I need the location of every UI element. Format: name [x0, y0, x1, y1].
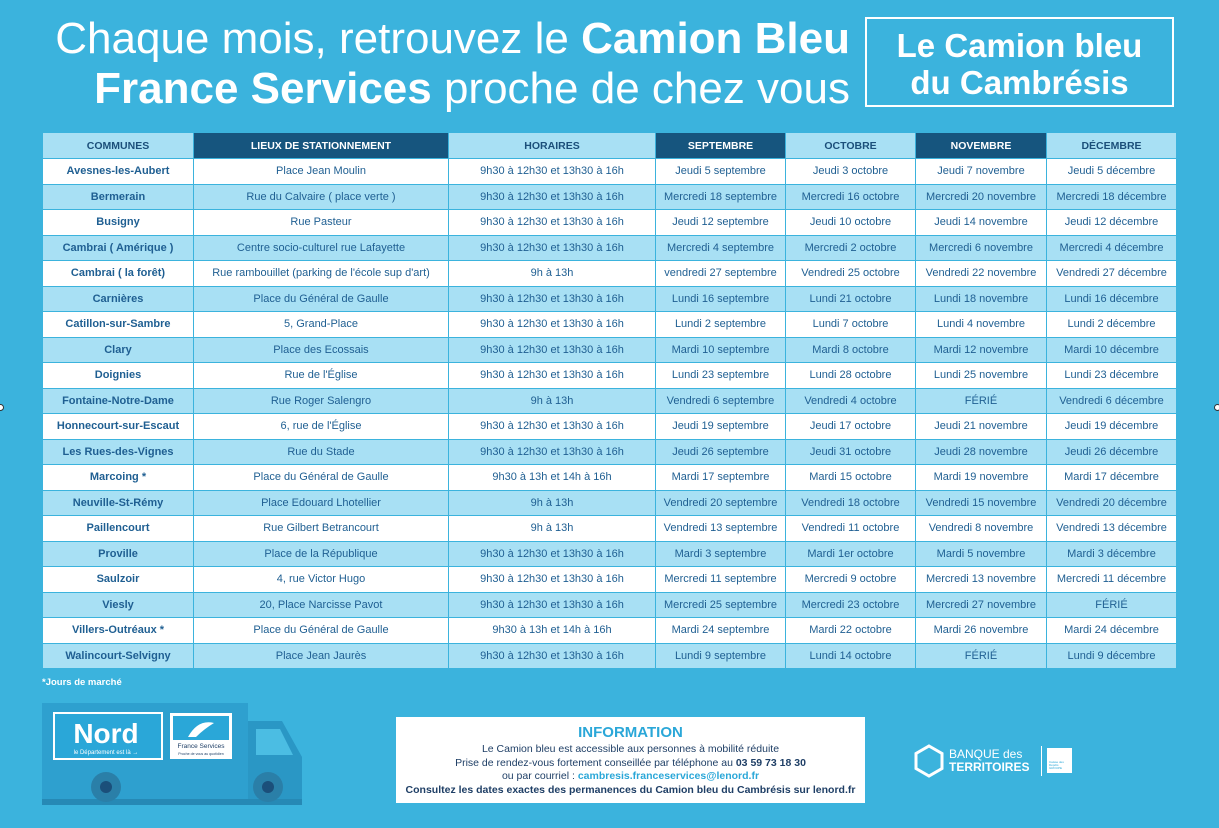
- info-accessibility: Le Camion bleu est accessible aux personnes à mobilité réduite: [481, 743, 780, 755]
- cell-novembre: Vendredi 8 novembre: [916, 516, 1047, 542]
- cell-novembre: FÉRIÉ: [916, 388, 1047, 414]
- col-header-octobre: OCTOBRE: [786, 133, 916, 159]
- cell-lieu: Centre socio-culturel rue Lafayette: [194, 235, 449, 261]
- cell-octobre: Mercredi 16 octobre: [786, 184, 916, 210]
- cell-lieu: Rue du Stade: [194, 439, 449, 465]
- cell-octobre: Mardi 1er octobre: [786, 541, 916, 567]
- cell-commune: Walincourt-Selvigny: [43, 643, 194, 669]
- cell-septembre: Vendredi 20 septembre: [656, 490, 786, 516]
- cell-lieu: Place du Général de Gaulle: [194, 465, 449, 491]
- cell-lieu: Place Jean Moulin: [194, 159, 449, 185]
- table-row: [43, 490, 1177, 516]
- table-row: [43, 337, 1177, 363]
- france-services-text: France Services: [177, 743, 225, 750]
- cell-octobre: Lundi 28 octobre: [786, 363, 916, 389]
- cell-septembre: Lundi 16 septembre: [656, 286, 786, 312]
- cell-horaires: 9h30 à 12h30 et 13h30 à 16h: [449, 312, 656, 338]
- headline-text-bold-2: France Services: [94, 64, 432, 113]
- cell-decembre: Mercredi 18 décembre: [1047, 184, 1177, 210]
- cell-novembre: Vendredi 15 novembre: [916, 490, 1047, 516]
- cell-septembre: Vendredi 13 septembre: [656, 516, 786, 542]
- table-row: [43, 235, 1177, 261]
- headline: [30, 14, 850, 114]
- cell-decembre: Lundi 2 décembre: [1047, 312, 1177, 338]
- cell-septembre: Lundi 23 septembre: [656, 363, 786, 389]
- footnote: *Jours de marché: [42, 677, 122, 688]
- cell-septembre: Mercredi 11 septembre: [656, 567, 786, 593]
- table-row: [43, 184, 1177, 210]
- cell-decembre: Vendredi 6 décembre: [1047, 388, 1177, 414]
- cell-commune: Doignies: [43, 363, 194, 389]
- cell-horaires: 9h30 à 12h30 et 13h30 à 16h: [449, 567, 656, 593]
- cell-decembre: Mardi 24 décembre: [1047, 618, 1177, 644]
- cell-commune: Avesnes-les-Aubert: [43, 159, 194, 185]
- cell-horaires: 9h à 13h: [449, 261, 656, 287]
- cell-horaires: 9h30 à 12h30 et 13h30 à 16h: [449, 592, 656, 618]
- cell-septembre: Lundi 2 septembre: [656, 312, 786, 338]
- cell-octobre: Lundi 14 octobre: [786, 643, 916, 669]
- cell-lieu: Rue du Calvaire ( place verte ): [194, 184, 449, 210]
- col-header-septembre: SEPTEMBRE: [656, 133, 786, 159]
- headline-line-1: [30, 14, 850, 64]
- cell-lieu: Place de la République: [194, 541, 449, 567]
- cell-decembre: Mercredi 4 décembre: [1047, 235, 1177, 261]
- table-row: [43, 388, 1177, 414]
- cell-commune: Proville: [43, 541, 194, 567]
- banque-line-1: BANQUE des: [949, 747, 1023, 761]
- cell-commune: Viesly: [43, 592, 194, 618]
- cell-commune: Cambrai ( Amérique ): [43, 235, 194, 261]
- banque-line-2: TERRITOIRES: [949, 760, 1030, 774]
- cell-decembre: Vendredi 27 décembre: [1047, 261, 1177, 287]
- cell-decembre: Jeudi 26 décembre: [1047, 439, 1177, 465]
- cell-commune: Paillencourt: [43, 516, 194, 542]
- cell-novembre: Jeudi 28 novembre: [916, 439, 1047, 465]
- cell-decembre: Vendredi 13 décembre: [1047, 516, 1177, 542]
- cell-lieu: Place Edouard Lhotellier: [194, 490, 449, 516]
- cell-novembre: Mercredi 20 novembre: [916, 184, 1047, 210]
- cell-horaires: 9h30 à 13h et 14h à 16h: [449, 618, 656, 644]
- cell-lieu: Place du Général de Gaulle: [194, 618, 449, 644]
- cell-commune: Honnecourt-sur-Escaut: [43, 414, 194, 440]
- info-email-line: [396, 770, 865, 784]
- cell-horaires: 9h30 à 12h30 et 13h30 à 16h: [449, 363, 656, 389]
- registration-mark-left: [0, 404, 4, 411]
- cell-septembre: Jeudi 12 septembre: [656, 210, 786, 236]
- cell-octobre: Mercredi 23 octobre: [786, 592, 916, 618]
- table-body: [43, 159, 1177, 669]
- cell-septembre: Jeudi 26 septembre: [656, 439, 786, 465]
- cell-decembre: Jeudi 19 décembre: [1047, 414, 1177, 440]
- table-row: [43, 363, 1177, 389]
- nord-logo-text: Nord: [73, 718, 139, 749]
- cell-decembre: Lundi 23 décembre: [1047, 363, 1177, 389]
- cell-horaires: 9h30 à 12h30 et 13h30 à 16h: [449, 159, 656, 185]
- cell-novembre: FÉRIÉ: [916, 643, 1047, 669]
- cell-novembre: Mardi 12 novembre: [916, 337, 1047, 363]
- cell-novembre: Jeudi 21 novembre: [916, 414, 1047, 440]
- info-email-link[interactable]: cambresis.franceservices@lenord.fr: [577, 770, 760, 782]
- cell-septembre: Lundi 9 septembre: [656, 643, 786, 669]
- table-row: [43, 439, 1177, 465]
- cell-horaires: 9h30 à 12h30 et 13h30 à 16h: [449, 235, 656, 261]
- cell-commune: Fontaine-Notre-Dame: [43, 388, 194, 414]
- hexagon-icon: [914, 744, 944, 778]
- col-header-horaires: HORAIRES: [449, 133, 656, 159]
- cell-lieu: Rue Pasteur: [194, 210, 449, 236]
- cell-decembre: Lundi 9 décembre: [1047, 643, 1177, 669]
- table-row: [43, 286, 1177, 312]
- table-row: [43, 516, 1177, 542]
- cell-commune: Cambrai ( la forêt): [43, 261, 194, 287]
- cell-septembre: Mardi 3 septembre: [656, 541, 786, 567]
- cell-horaires: 9h30 à 13h et 14h à 16h: [449, 465, 656, 491]
- cell-octobre: Mardi 15 octobre: [786, 465, 916, 491]
- info-phone-number[interactable]: 03 59 73 18 30: [735, 756, 806, 769]
- info-site-line: [396, 784, 865, 798]
- table-header-row: [43, 133, 1177, 159]
- nord-tagline: le Département est là →: [73, 750, 139, 756]
- cell-horaires: 9h30 à 12h30 et 13h30 à 16h: [449, 439, 656, 465]
- cell-decembre: Mercredi 11 décembre: [1047, 567, 1177, 593]
- cell-horaires: 9h30 à 12h30 et 13h30 à 16h: [449, 541, 656, 567]
- cell-octobre: Mardi 8 octobre: [786, 337, 916, 363]
- cell-commune: Bermerain: [43, 184, 194, 210]
- cell-decembre: Mardi 17 décembre: [1047, 465, 1177, 491]
- cell-horaires: 9h à 13h: [449, 388, 656, 414]
- cell-novembre: Mercredi 6 novembre: [916, 235, 1047, 261]
- cell-octobre: Lundi 21 octobre: [786, 286, 916, 312]
- cell-commune: Les Rues-des-Vignes: [43, 439, 194, 465]
- registration-mark-right: [1214, 404, 1219, 411]
- cell-septembre: Mardi 24 septembre: [656, 618, 786, 644]
- cell-lieu: Rue Roger Salengro: [194, 388, 449, 414]
- cell-novembre: Lundi 25 novembre: [916, 363, 1047, 389]
- cell-lieu: 20, Place Narcisse Pavot: [194, 592, 449, 618]
- cell-septembre: Mercredi 25 septembre: [656, 592, 786, 618]
- cell-decembre: Mardi 3 décembre: [1047, 541, 1177, 567]
- cell-novembre: Mercredi 13 novembre: [916, 567, 1047, 593]
- headline-text-bold-1: Camion Bleu: [581, 14, 850, 63]
- cell-octobre: Jeudi 3 octobre: [786, 159, 916, 185]
- cell-commune: Saulzoir: [43, 567, 194, 593]
- table-row: [43, 261, 1177, 287]
- truck-illustration: [36, 697, 306, 828]
- cell-commune: Carnières: [43, 286, 194, 312]
- cell-octobre: Vendredi 11 octobre: [786, 516, 916, 542]
- headline-text-light-2: proche de chez vous: [431, 64, 850, 113]
- cell-horaires: 9h30 à 12h30 et 13h30 à 16h: [449, 184, 656, 210]
- table-row: [43, 592, 1177, 618]
- cell-commune: Busigny: [43, 210, 194, 236]
- headline-line-2: [30, 64, 850, 114]
- cell-novembre: Jeudi 14 novembre: [916, 210, 1047, 236]
- info-title: INFORMATION: [578, 724, 683, 741]
- badge-line-1: Le Camion bleu: [896, 27, 1143, 64]
- schedule-table: [42, 132, 1177, 669]
- cell-octobre: Vendredi 18 octobre: [786, 490, 916, 516]
- cell-septembre: Vendredi 6 septembre: [656, 388, 786, 414]
- logo-separator: [1041, 746, 1042, 776]
- cell-lieu: Place des Ecossais: [194, 337, 449, 363]
- cell-lieu: Rue rambouillet (parking de l'école sup d'art): [194, 261, 449, 287]
- table-row: [43, 465, 1177, 491]
- info-site-text: Consultez les dates exactes des permanences du Camion bleu du Cambrésis sur: [405, 783, 813, 796]
- cell-decembre: Jeudi 5 décembre: [1047, 159, 1177, 185]
- cell-lieu: 5, Grand-Place: [194, 312, 449, 338]
- cell-commune: Catillon-sur-Sambre: [43, 312, 194, 338]
- cell-horaires: 9h30 à 12h30 et 13h30 à 16h: [449, 337, 656, 363]
- cell-decembre: Lundi 16 décembre: [1047, 286, 1177, 312]
- col-header-communes: COMMUNES: [43, 133, 194, 159]
- cell-lieu: 6, rue de l'Église: [194, 414, 449, 440]
- info-email-text: ou par courriel :: [501, 770, 578, 782]
- cell-novembre: Lundi 4 novembre: [916, 312, 1047, 338]
- table-row: [43, 414, 1177, 440]
- cell-lieu: Rue de l'Église: [194, 363, 449, 389]
- cell-commune: Neuville-St-Rémy: [43, 490, 194, 516]
- table-row: [43, 541, 1177, 567]
- cell-octobre: Lundi 7 octobre: [786, 312, 916, 338]
- cell-novembre: Mercredi 27 novembre: [916, 592, 1047, 618]
- cell-decembre: FÉRIÉ: [1047, 592, 1177, 618]
- caisse-des-depots-text: Caisse des Dépôts GROUPE: [1049, 760, 1064, 770]
- headline-text-light-1: Chaque mois, retrouvez le: [55, 14, 582, 63]
- cell-octobre: Vendredi 4 octobre: [786, 388, 916, 414]
- cell-septembre: vendredi 27 septembre: [656, 261, 786, 287]
- cell-lieu: 4, rue Victor Hugo: [194, 567, 449, 593]
- cell-horaires: 9h30 à 12h30 et 13h30 à 16h: [449, 286, 656, 312]
- cell-commune: Villers-Outréaux *: [43, 618, 194, 644]
- cell-horaires: 9h30 à 12h30 et 13h30 à 16h: [449, 210, 656, 236]
- information-box: [396, 717, 865, 803]
- cell-septembre: Mardi 10 septembre: [656, 337, 786, 363]
- info-phone-line: [396, 757, 865, 771]
- col-header-novembre: NOVEMBRE: [916, 133, 1047, 159]
- cell-octobre: Jeudi 10 octobre: [786, 210, 916, 236]
- cell-commune: Clary: [43, 337, 194, 363]
- cell-decembre: Vendredi 20 décembre: [1047, 490, 1177, 516]
- cell-octobre: Mardi 22 octobre: [786, 618, 916, 644]
- cell-horaires: 9h à 13h: [449, 516, 656, 542]
- cell-novembre: Vendredi 22 novembre: [916, 261, 1047, 287]
- cell-septembre: Jeudi 19 septembre: [656, 414, 786, 440]
- cell-lieu: Place Jean Jaurès: [194, 643, 449, 669]
- cell-novembre: Lundi 18 novembre: [916, 286, 1047, 312]
- info-phone-text: Prise de rendez-vous fortement conseillée par téléphone au: [455, 756, 736, 769]
- cell-decembre: Mardi 10 décembre: [1047, 337, 1177, 363]
- cell-septembre: Mercredi 4 septembre: [656, 235, 786, 261]
- cell-novembre: Jeudi 7 novembre: [916, 159, 1047, 185]
- table-row: [43, 312, 1177, 338]
- cell-novembre: Mardi 19 novembre: [916, 465, 1047, 491]
- cell-decembre: Jeudi 12 décembre: [1047, 210, 1177, 236]
- info-site-link[interactable]: lenord.fr: [812, 783, 856, 796]
- cell-octobre: Mercredi 2 octobre: [786, 235, 916, 261]
- table-row: [43, 567, 1177, 593]
- cell-commune: Marcoing *: [43, 465, 194, 491]
- cell-novembre: Mardi 26 novembre: [916, 618, 1047, 644]
- cell-lieu: Place du Général de Gaulle: [194, 286, 449, 312]
- table-row: [43, 643, 1177, 669]
- badge-line-2: du Cambrésis: [910, 64, 1129, 101]
- cell-octobre: Vendredi 25 octobre: [786, 261, 916, 287]
- col-header-lieux: LIEUX DE STATIONNEMENT: [194, 133, 449, 159]
- table-row: [43, 210, 1177, 236]
- col-header-decembre: DÉCEMBRE: [1047, 133, 1177, 159]
- cell-horaires: 9h30 à 12h30 et 13h30 à 16h: [449, 414, 656, 440]
- cell-novembre: Mardi 5 novembre: [916, 541, 1047, 567]
- france-services-tagline: Proche de vous au quotidien: [178, 752, 224, 756]
- cell-septembre: Jeudi 5 septembre: [656, 159, 786, 185]
- cell-lieu: Rue Gilbert Betrancourt: [194, 516, 449, 542]
- cell-septembre: Mercredi 18 septembre: [656, 184, 786, 210]
- cell-horaires: 9h à 13h: [449, 490, 656, 516]
- table-row: [43, 618, 1177, 644]
- table-row: [43, 159, 1177, 185]
- title-badge: [865, 17, 1174, 107]
- cell-octobre: Jeudi 17 octobre: [786, 414, 916, 440]
- cell-horaires: 9h30 à 12h30 et 13h30 à 16h: [449, 643, 656, 669]
- cell-octobre: Jeudi 31 octobre: [786, 439, 916, 465]
- cell-octobre: Mercredi 9 octobre: [786, 567, 916, 593]
- cell-septembre: Mardi 17 septembre: [656, 465, 786, 491]
